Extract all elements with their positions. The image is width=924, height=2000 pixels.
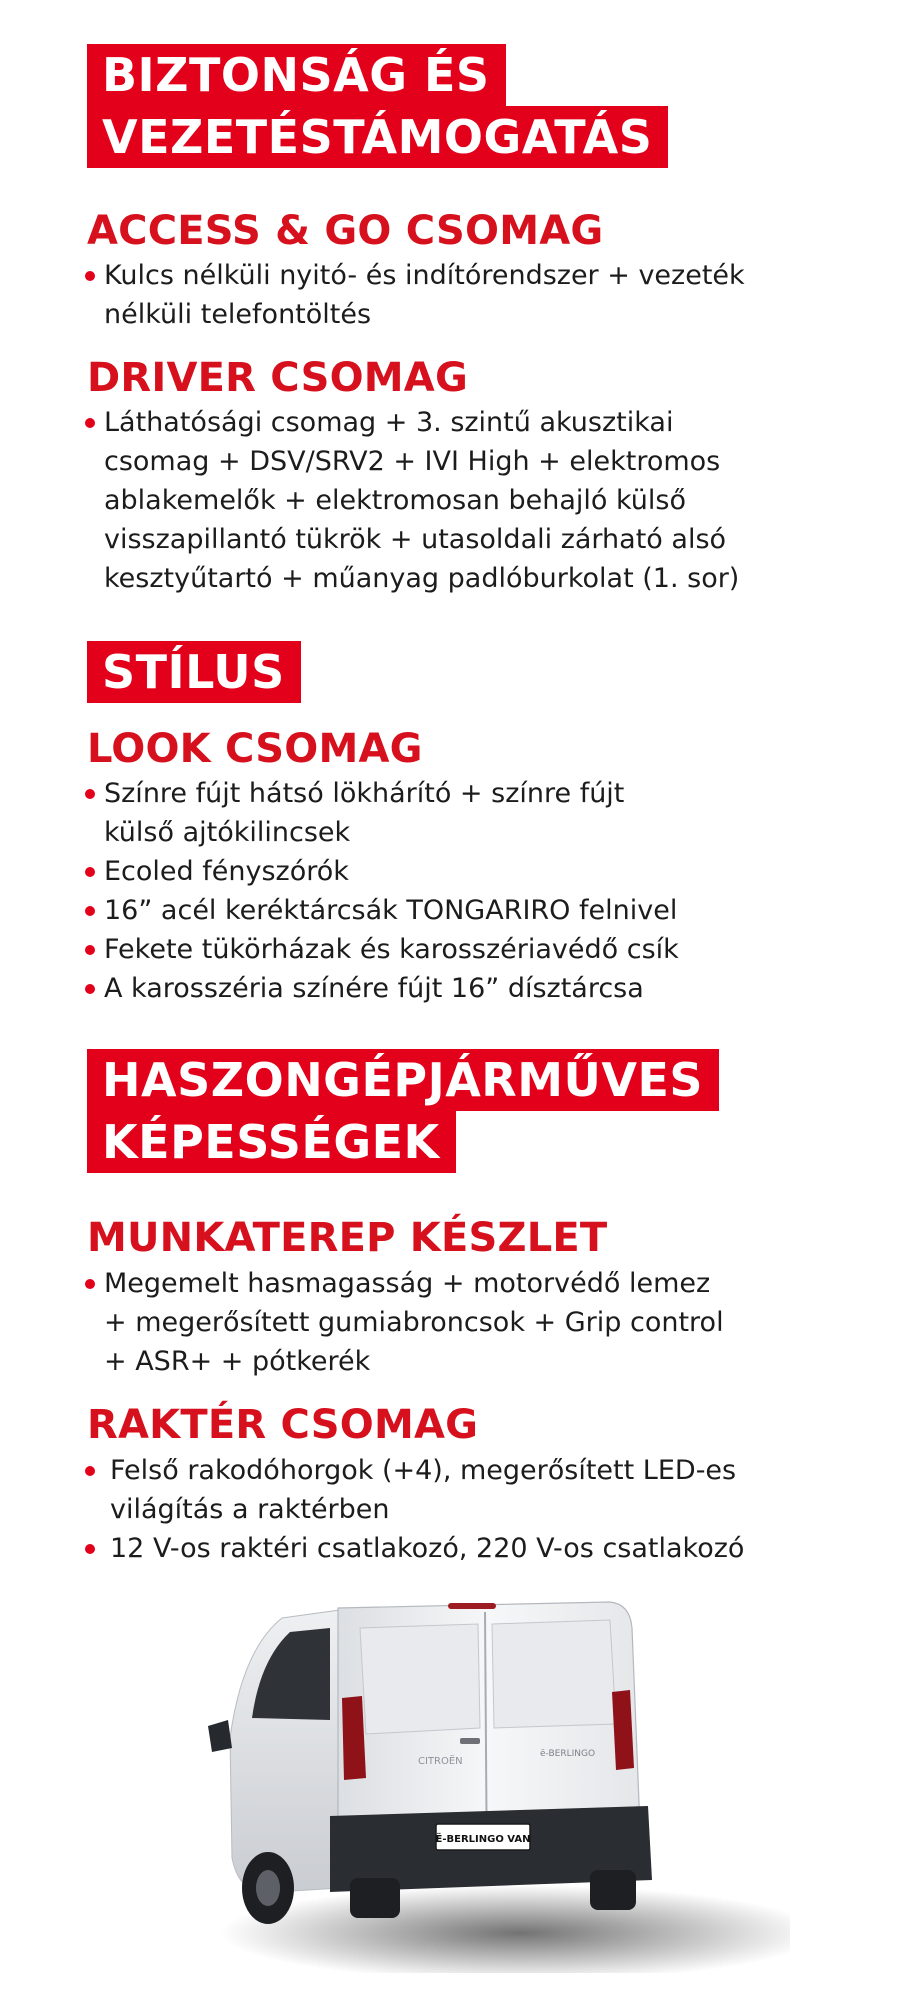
bullet-dot-icon (85, 984, 95, 994)
list-item-line: Színre fújt hátsó lökhárító + színre fújt (104, 778, 625, 809)
package-title-access-go: ACCESS & GO CSOMAG (87, 208, 604, 254)
list-item (84, 852, 679, 891)
van-rear-window-left (360, 1624, 480, 1734)
license-plate-text: Ë-BERLINGO VAN (435, 1834, 531, 1845)
section-title-line: VEZETÉSTÁMOGATÁS (87, 106, 668, 168)
list-item (84, 969, 679, 1008)
van-wheel-hub (256, 1870, 280, 1906)
package-title-rakter: RAKTÉR CSOMAG (87, 1402, 479, 1448)
list-item-line: kesztyűtartó + műanyag padlóburkolat (1. sor) (104, 563, 740, 594)
van-mirror (208, 1720, 232, 1752)
list-item-line: ablakemelők + elektromosan behajló külső (104, 485, 686, 516)
list-item-line: Ecoled fényszórók (104, 856, 349, 887)
van-brand-badge: CITROËN (418, 1756, 463, 1767)
package-list-munkaterep (84, 1264, 724, 1381)
bullet-dot-icon (85, 271, 95, 281)
list-item-line: visszapillantó tükrök + utasoldali zárható alsó (104, 524, 727, 555)
list-item (84, 1264, 724, 1381)
van-wheel-rear-left (350, 1878, 400, 1918)
package-list-driver (84, 403, 739, 598)
section-title-style (87, 641, 301, 703)
list-item-line: Fekete tükörházak és karosszériavédő csík (104, 934, 679, 965)
package-title-look: LOOK CSOMAG (87, 726, 423, 772)
list-item-line: Megemelt hasmagasság + motorvédő lemez (104, 1268, 711, 1299)
section-title-line: HASZONGÉPJÁRMŰVES (87, 1049, 719, 1111)
section-title-utility (87, 1049, 719, 1173)
van-rear-window-right (492, 1620, 616, 1728)
list-item (84, 403, 739, 598)
list-item (84, 1529, 744, 1568)
bullet-dot-icon (85, 1466, 95, 1476)
package-title-driver: DRIVER CSOMAG (87, 355, 468, 401)
bullet-dot-icon (85, 1544, 95, 1554)
list-item-line: + ASR+ + pótkerék (104, 1346, 371, 1377)
van-model-badge: ë-BERLINGO (540, 1749, 596, 1759)
bullet-dot-icon (85, 418, 95, 428)
list-item (84, 891, 679, 930)
section-title-line: BIZTONSÁG ÉS (87, 44, 506, 106)
van-tail-light-left (342, 1696, 366, 1780)
list-item-line: 12 V-os raktéri csatlakozó, 220 V-os csatlakozó (110, 1533, 745, 1564)
list-item-line: nélküli telefontöltés (104, 299, 372, 330)
section-title-line: STÍLUS (87, 641, 301, 703)
bullet-dot-icon (85, 1279, 95, 1289)
package-list-rakter (84, 1451, 744, 1568)
bullet-dot-icon (85, 789, 95, 799)
list-item-line: külső ajtókilincsek (104, 817, 351, 848)
bullet-dot-icon (85, 906, 95, 916)
list-item-line: Kulcs nélküli nyitó- és indítórendszer + vezeték (104, 260, 745, 291)
list-item (84, 774, 679, 852)
list-item-line: világítás a raktérben (110, 1494, 390, 1525)
list-item (84, 1451, 744, 1529)
van-shadow (220, 1885, 790, 1973)
package-list-look (84, 774, 679, 1008)
list-item (84, 930, 679, 969)
list-item-line: 16” acél keréktárcsák TONGARIRO felnivel (104, 895, 678, 926)
van-image (190, 1588, 790, 1973)
list-item-line: A karosszéria színére fújt 16” dísztárcsa (104, 973, 644, 1004)
list-item (84, 256, 745, 334)
list-item-line: Láthatósági csomag + 3. szintű akusztikai (104, 407, 674, 438)
van-brake-light (448, 1603, 496, 1609)
section-title-line: KÉPESSÉGEK (87, 1111, 456, 1173)
van-wheel-rear-right (590, 1870, 636, 1910)
list-item-line: + megerősített gumiabroncsok + Grip control (104, 1307, 724, 1338)
list-item-line: csomag + DSV/SRV2 + IVI High + elektromos (104, 446, 721, 477)
section-title-safety (87, 44, 668, 168)
bullet-dot-icon (85, 867, 95, 877)
bullet-dot-icon (85, 945, 95, 955)
package-title-munkaterep: MUNKATEREP KÉSZLET (87, 1215, 608, 1261)
van-door-handle (460, 1738, 480, 1744)
package-list-access-go (84, 256, 745, 334)
list-item-line: Felső rakodóhorgok (+4), megerősített LED-es (110, 1455, 737, 1486)
